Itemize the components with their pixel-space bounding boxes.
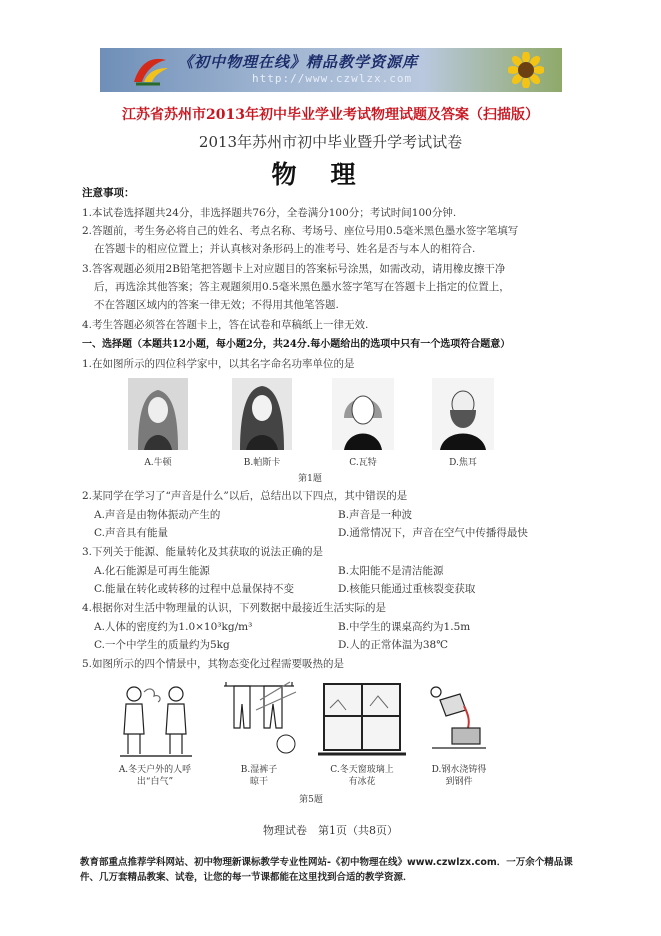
figure-caption: 第5题 xyxy=(299,795,323,805)
page-number: 物理试卷 第1页（共8页） xyxy=(263,824,398,837)
notes-line: 不在答题区域内的答案一律无效；不得用其他笔答题. xyxy=(94,299,339,311)
notes-line: 2.答题前，考生务必将自己的姓名、考点名称、考场号、座位号用0.5毫米黑色墨水签字笔填写 xyxy=(82,225,519,237)
joule-portrait-image xyxy=(432,378,494,450)
answer-option: D.核能只能通过重核裂变获取 xyxy=(338,583,476,595)
document-title: 江苏省苏州市2013年初中毕业学业考试物理试题及答案（扫描版） xyxy=(122,107,539,123)
footer-line: 教育部重点推荐学科网站、初中物理新课标教学专业性网站-《初中物理在线》www.czwlzx.com．一万余个精品课 xyxy=(80,857,573,868)
sunflower-icon xyxy=(508,52,544,88)
figure-caption: 第1题 xyxy=(298,474,322,484)
question-stem: 1.在如图所示的四位科学家中，以其名字命名功率单位的是 xyxy=(82,358,355,370)
people-breath-illustration xyxy=(112,680,198,760)
notes-line: 1.本试卷选择题共24分，非选择题共76分，全卷满分100分；考试时间100分钟. xyxy=(82,207,457,219)
section-heading: 一、选择题（本题共12小题，每小题2分，共24分.每小题给出的选项中只有一个选项符合题意） xyxy=(82,339,511,350)
watt-portrait-image xyxy=(332,378,394,450)
option-label: C.冬天窗玻璃上 xyxy=(330,765,394,775)
footer-line: 件、几万套精品教案、试卷，让您的每一节课都能在这里找到合适的教学资源． xyxy=(80,872,413,883)
answer-option: A.声音是由物体振动产生的 xyxy=(94,509,221,521)
newton-portrait-image xyxy=(128,378,188,450)
option-label: 到钢件 xyxy=(445,777,473,787)
question-stem: 5.如图所示的四个情景中，其物态变化过程需要吸热的是 xyxy=(82,658,345,670)
notes-line: 后，再选涂其他答案；答主观题须用0.5毫米黑色墨水签字笔写在答题卡上指定的位置上， xyxy=(94,281,510,293)
exam-title: 2013年苏州市初中毕业暨升学考试试卷 xyxy=(198,133,463,151)
answer-option: A.化石能源是可再生能源 xyxy=(94,565,210,577)
option-label: A.冬天户外的人呼 xyxy=(118,765,192,775)
notes-line: 4.考生答题必须答在答题卡上，答在试卷和草稿纸上一律无效. xyxy=(82,319,369,331)
question-stem: 4.根据你对生活中物理量的认识，下列数据中最接近生活实际的是 xyxy=(82,602,387,614)
site-logo-icon xyxy=(130,54,170,86)
option-label: A.牛顿 xyxy=(144,458,172,468)
question-stem: 3.下列关于能源、能量转化及其获取的说法正确的是 xyxy=(82,546,324,558)
option-label: D.焦耳 xyxy=(449,458,477,468)
banner-url[interactable]: http://www.czwlzx.com xyxy=(252,72,413,85)
notes-line: 3.答客观题必须用2B铅笔把答题卡上对应题目的答案标号涂黑，如需改动，请用橡皮擦干净 xyxy=(82,263,506,275)
option-label: 晾干 xyxy=(249,777,268,787)
option-label: C.瓦特 xyxy=(349,458,377,468)
answer-option: B.声音是一种波 xyxy=(338,509,413,521)
answer-option: D.通常情况下，声音在空气中传播得最快 xyxy=(338,527,528,539)
pascal-portrait-image xyxy=(232,378,292,450)
wet-pants-illustration xyxy=(220,680,298,760)
subject-heading: 物理 xyxy=(271,160,390,189)
answer-option: C.声音具有能量 xyxy=(94,527,168,539)
answer-option: C.能量在转化或转移的过程中总量保持不变 xyxy=(94,583,294,595)
option-label: B.湿裤子 xyxy=(240,765,278,775)
option-label: 有冰花 xyxy=(348,777,376,787)
option-label: B.帕斯卡 xyxy=(243,458,281,468)
notes-line: 在答题卡的相应位置上；并认真核对条形码上的准考号、姓名是否与本人的相符合. xyxy=(94,243,476,255)
answer-option: B.太阳能不是清洁能源 xyxy=(338,565,444,577)
site-banner xyxy=(100,48,562,92)
option-label: 出“白气” xyxy=(136,777,174,787)
site-footer xyxy=(80,855,580,885)
notes-heading: 注意事项： xyxy=(82,187,135,199)
answer-option: B.中学生的课桌高约为1.5m xyxy=(338,621,471,633)
banner-title: 《初中物理在线》精品教学资源库 xyxy=(178,53,419,71)
answer-option: C.一个中学生的质量约为5kg xyxy=(94,639,230,651)
window-frost-illustration xyxy=(318,680,406,760)
answer-option: A.人体的密度约为1.0×10³kg/m³ xyxy=(94,621,253,633)
option-label: D.钢水浇铸得 xyxy=(431,765,487,775)
molten-steel-casting-illustration xyxy=(422,680,494,760)
question-stem: 2.某同学在学习了“声音是什么”以后，总结出以下四点，其中错误的是 xyxy=(82,490,408,502)
answer-option: D.人的正常体温为38℃ xyxy=(338,639,448,651)
